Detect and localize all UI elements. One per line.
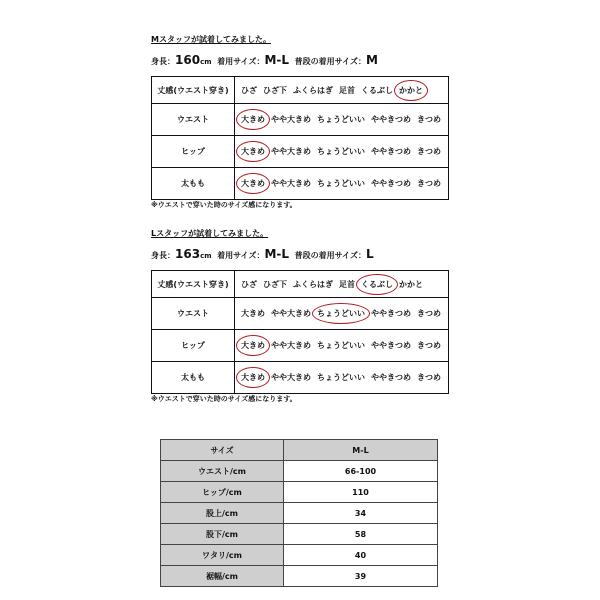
- fit-table: [151, 270, 449, 394]
- fit-option-selected: 大きめ: [241, 341, 265, 350]
- fit-option: ひざ: [241, 279, 257, 289]
- spec-value: 58: [284, 524, 438, 545]
- fit-option-selected: 大きめ: [241, 147, 265, 156]
- fit-note: ※ウエストで穿いた時のサイズ感になります。: [151, 201, 297, 209]
- spec-header-row: [161, 440, 438, 461]
- fit-row: [152, 104, 449, 136]
- fit-option: 大きめ: [241, 309, 265, 318]
- spec-key: ワタリ/cm: [161, 545, 284, 566]
- fit-option: ややきつめ: [371, 309, 411, 318]
- spec-row: [161, 545, 438, 566]
- usual-size-label: 普段の着用サイズ：: [294, 57, 366, 66]
- fit-options: [235, 330, 449, 362]
- fit-option: ふくらはぎ: [293, 279, 333, 289]
- spec-row: [161, 566, 438, 587]
- spec-header-value: M-L: [284, 440, 438, 461]
- fit-row-label: ヒップ: [152, 330, 235, 362]
- spec-value: 34: [284, 503, 438, 524]
- fit-option-selected: 大きめ: [241, 179, 265, 188]
- spec-row: [161, 482, 438, 503]
- fit-option: きつめ: [417, 309, 441, 318]
- height-value: 160: [175, 53, 201, 67]
- fit-option: ひざ下: [263, 279, 287, 289]
- fit-note: ※ウエストで穿いた時のサイズ感になります。: [151, 395, 297, 403]
- height-unit: cm: [200, 252, 212, 260]
- fit-row-label: 丈感(ウエスト穿き): [152, 77, 235, 104]
- fit-option: きつめ: [417, 147, 441, 156]
- fit-option: ひざ: [241, 85, 257, 95]
- fit-option: きつめ: [417, 179, 441, 188]
- fit-option: やや大きめ: [271, 309, 311, 318]
- fit-option-selected: 大きめ: [241, 115, 265, 124]
- fit-option: ふくらはぎ: [293, 85, 333, 95]
- fit-row: [152, 330, 449, 362]
- spec-key: ヒップ/cm: [161, 482, 284, 503]
- spec-value: 40: [284, 545, 438, 566]
- height-label: 身長：: [151, 57, 175, 66]
- spec-row: [161, 503, 438, 524]
- fit-row: [152, 168, 449, 200]
- fit-row-label: 丈感(ウエスト穿き): [152, 271, 235, 298]
- section-title: Lスタッフが試着してみました。: [151, 229, 269, 238]
- usual-size-value: M: [365, 53, 378, 67]
- usual-size-value: L: [365, 247, 374, 261]
- fit-option: ひざ下: [263, 85, 287, 95]
- usual-size-label: 普段の着用サイズ：: [294, 251, 366, 260]
- fit-options: [235, 77, 449, 104]
- fit-options: [235, 104, 449, 136]
- fit-options: [235, 298, 449, 330]
- fit-option: やや大きめ: [271, 341, 311, 350]
- spec-value: 39: [284, 566, 438, 587]
- fit-row-label: 太もも: [152, 168, 235, 200]
- size-spec-table: [160, 439, 438, 587]
- fit-option: ややきつめ: [371, 373, 411, 382]
- fit-option: 足首: [339, 279, 355, 289]
- fit-row: [152, 298, 449, 330]
- spec-value: 110: [284, 482, 438, 503]
- fit-option: ややきつめ: [371, 341, 411, 350]
- fit-table: [151, 76, 449, 200]
- fit-option-selected: くるぶし: [361, 279, 393, 289]
- fit-row: [152, 77, 449, 104]
- fit-row: [152, 362, 449, 394]
- fit-option: ややきつめ: [371, 147, 411, 156]
- fit-option: ややきつめ: [371, 179, 411, 188]
- spec-value: 66-100: [284, 461, 438, 482]
- fit-options: [235, 362, 449, 394]
- fit-option: やや大きめ: [271, 179, 311, 188]
- fit-option: きつめ: [417, 115, 441, 124]
- fit-option: くるぶし: [361, 85, 393, 95]
- fit-row-label: ウエスト: [152, 104, 235, 136]
- section-title: Mスタッフが試着してみました。: [151, 35, 271, 44]
- fit-option: かかと: [399, 279, 423, 289]
- height-value: 163: [175, 247, 201, 261]
- staff-measurements: [151, 247, 374, 261]
- fit-option: きつめ: [417, 341, 441, 350]
- fit-option-selected: かかと: [399, 85, 423, 95]
- fit-option-selected: 大きめ: [241, 373, 265, 382]
- fit-option: ちょうどいい: [317, 115, 365, 124]
- spec-key: 股下/cm: [161, 524, 284, 545]
- spec-row: [161, 524, 438, 545]
- height-unit: cm: [200, 58, 212, 66]
- fit-option: やや大きめ: [271, 115, 311, 124]
- spec-row: [161, 461, 438, 482]
- wear-size-value: M-L: [264, 53, 290, 67]
- fit-options: [235, 271, 449, 298]
- height-label: 身長：: [151, 251, 175, 260]
- fit-option: やや大きめ: [271, 147, 311, 156]
- spec-key: ウエスト/cm: [161, 461, 284, 482]
- fit-row-label: 太もも: [152, 362, 235, 394]
- fit-option: ちょうどいい: [317, 179, 365, 188]
- fit-option: 足首: [339, 85, 355, 95]
- spec-header-key: サイズ: [161, 440, 284, 461]
- fit-option-selected: ちょうどいい: [317, 309, 365, 318]
- spec-key: 裾幅/cm: [161, 566, 284, 587]
- spec-key: 股上/cm: [161, 503, 284, 524]
- fit-options: [235, 168, 449, 200]
- fit-option: きつめ: [417, 373, 441, 382]
- fit-row: [152, 136, 449, 168]
- fit-options: [235, 136, 449, 168]
- fit-row: [152, 271, 449, 298]
- fit-row-label: ヒップ: [152, 136, 235, 168]
- fit-option: ちょうどいい: [317, 147, 365, 156]
- wear-size-label: 着用サイズ：: [217, 251, 265, 260]
- fit-option: やや大きめ: [271, 373, 311, 382]
- staff-measurements: [151, 53, 378, 67]
- wear-size-label: 着用サイズ：: [217, 57, 265, 66]
- fit-row-label: ウエスト: [152, 298, 235, 330]
- fit-option: ややきつめ: [371, 115, 411, 124]
- fit-option: ちょうどいい: [317, 373, 365, 382]
- fit-option: ちょうどいい: [317, 341, 365, 350]
- wear-size-value: M-L: [264, 247, 290, 261]
